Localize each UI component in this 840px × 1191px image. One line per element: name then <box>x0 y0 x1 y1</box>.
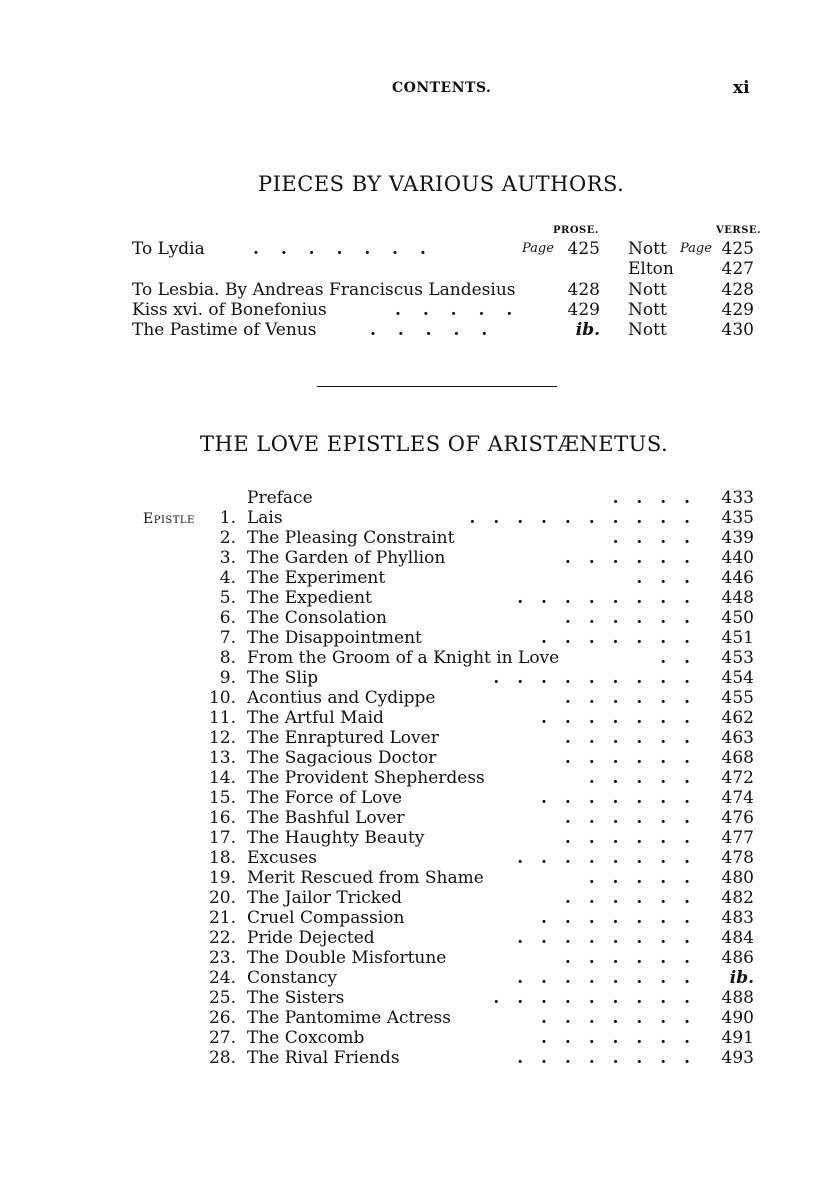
leader-dots: . . . . . . <box>564 948 690 968</box>
leader-dots: . . . . . . <box>564 748 690 768</box>
epistle-page: 491 <box>721 1028 754 1048</box>
section-divider-rule <box>317 386 557 387</box>
epistle-title: The Haughty Beauty <box>247 828 425 848</box>
epistle-number: 22. <box>208 928 236 948</box>
leader-dots: . . . . . <box>395 300 513 320</box>
verse-column-header: VERSE. <box>716 225 762 236</box>
epistle-page: 451 <box>721 628 754 648</box>
epistle-page: 455 <box>721 688 754 708</box>
epistle-page: 439 <box>721 528 754 548</box>
leader-dots: . . . . . . . . . <box>493 668 690 688</box>
epistle-page: 484 <box>721 928 754 948</box>
epistle-page: 486 <box>721 948 754 968</box>
epistle-label-text: Epistle <box>143 511 195 527</box>
epistle-number: 6. <box>219 608 236 628</box>
leader-dots: . . . . . . <box>564 548 690 568</box>
epistle-title: The Jailor Tricked <box>247 888 403 908</box>
translator-name: Nott <box>628 280 667 300</box>
verse-page: 428 <box>721 280 754 300</box>
epistle-title: Lais <box>247 508 283 528</box>
epistle-number: 8. <box>219 648 236 668</box>
epistle-page: 488 <box>721 988 754 1008</box>
leader-dots: . . . <box>636 568 690 588</box>
epistle-number: 4. <box>219 568 236 588</box>
verse-page: 427 <box>721 259 754 279</box>
epistle-title: Acontius and Cydippe <box>247 688 436 708</box>
leader-dots: . . . . . . . <box>541 1008 690 1028</box>
leader-dots: . . . . . . . . . . <box>469 508 690 528</box>
prose-page: 428 <box>567 280 600 300</box>
epistle-number: 19. <box>208 868 236 888</box>
epistle-page: 482 <box>721 888 754 908</box>
verse-page: 425 <box>721 239 754 259</box>
epistle-number: 17. <box>208 828 236 848</box>
leader-dots: . . . . . . <box>564 808 690 828</box>
epistle-number: 12. <box>208 728 236 748</box>
prose-page: 425 <box>567 239 600 259</box>
epistle-number: 2. <box>219 528 236 548</box>
leader-dots: . . . . . . . . <box>517 588 690 608</box>
epistle-page: 453 <box>721 648 754 668</box>
epistle-title: The Disappointment <box>247 628 422 648</box>
epistle-number: 18. <box>208 848 236 868</box>
prose-page <box>560 259 600 279</box>
epistle-title: The Pleasing Constraint <box>247 528 455 548</box>
epistle-title: From the Groom of a Knight in Love <box>247 648 560 668</box>
epistle-title: The Bashful Lover <box>247 808 405 828</box>
epistle-title: The Enraptured Lover <box>247 728 439 748</box>
epistle-title: Cruel Compassion <box>247 908 405 928</box>
epistle-page: 440 <box>721 548 754 568</box>
epistle-title: The Double Misfortune <box>247 948 447 968</box>
leader-dots: . . . . . . . <box>541 788 690 808</box>
leader-dots: . . . . . . <box>564 728 690 748</box>
epistle-title: Excuses <box>247 848 317 868</box>
epistle-number: 13. <box>208 748 236 768</box>
leader-dots: . . . . . . . . <box>517 968 690 988</box>
epistle-title: Constancy <box>247 968 337 988</box>
epistle-number: 24. <box>208 968 236 988</box>
leader-dots: . . . . . . <box>564 828 690 848</box>
epistle-title: Pride Dejected <box>247 928 375 948</box>
leader-dots: . . . . . . <box>564 888 690 908</box>
entry-title: Kiss xvi. of Bonefonius <box>132 300 327 320</box>
epistle-label <box>143 509 195 529</box>
epistle-number: 28. <box>208 1048 236 1068</box>
prose-page: ib. <box>575 320 600 340</box>
epistle-number: 7. <box>219 628 236 648</box>
epistle-page: 448 <box>721 588 754 608</box>
epistle-title: The Sisters <box>247 988 345 1008</box>
leader-dots: . . . . . . . . <box>517 848 690 868</box>
leader-dots: . . <box>660 648 690 668</box>
verse-page: 429 <box>721 300 754 320</box>
epistle-page: 472 <box>721 768 754 788</box>
epistle-title: Preface <box>247 488 313 508</box>
page-label: Page <box>522 241 554 256</box>
epistle-title: The Expedient <box>247 588 372 608</box>
epistle-page: 493 <box>721 1048 754 1068</box>
epistle-title: The Artful Maid <box>247 708 384 728</box>
epistle-page: 462 <box>721 708 754 728</box>
epistle-page: 463 <box>721 728 754 748</box>
prose-column-header: PROSE. <box>553 225 599 236</box>
epistle-title: The Rival Friends <box>247 1048 400 1068</box>
translator-name: Nott <box>628 300 667 320</box>
leader-dots: . . . . . . <box>564 608 690 628</box>
epistle-page: 446 <box>721 568 754 588</box>
epistle-number: 20. <box>208 888 236 908</box>
epistle-number: 23. <box>208 948 236 968</box>
verse-page: 430 <box>721 320 754 340</box>
leader-dots: . . . . . . . <box>253 239 426 259</box>
epistle-page: 474 <box>721 788 754 808</box>
epistle-number: 14. <box>208 768 236 788</box>
running-head: CONTENTS. <box>392 80 492 96</box>
leader-dots: . . . . . . . <box>541 628 690 648</box>
epistle-page: 483 <box>721 908 754 928</box>
section-title-aristaenetus: THE LOVE EPISTLES OF ARISTÆNETUS. <box>200 432 669 456</box>
leader-dots: . . . . . . . <box>541 708 690 728</box>
prose-page: 429 <box>567 300 600 320</box>
leader-dots: . . . . . <box>588 868 690 888</box>
epistle-title: The Coxcomb <box>247 1028 365 1048</box>
leader-dots: . . . . . <box>370 320 488 340</box>
leader-dots: . . . . . . . . . <box>493 988 690 1008</box>
epistle-page: 454 <box>721 668 754 688</box>
epistle-number: 9. <box>219 668 236 688</box>
epistle-page: 477 <box>721 828 754 848</box>
leader-dots: . . . . . . . . <box>517 1048 690 1068</box>
epistle-page: 480 <box>721 868 754 888</box>
page-label: Page <box>680 241 712 256</box>
epistle-number: 3. <box>219 548 236 568</box>
epistle-title: The Slip <box>247 668 319 688</box>
epistle-number: 10. <box>208 688 236 708</box>
epistle-title: The Sagacious Doctor <box>247 748 437 768</box>
translator-name: Elton <box>628 259 674 279</box>
epistle-title: The Provident Shepherdess <box>247 768 485 788</box>
epistle-page: 476 <box>721 808 754 828</box>
epistle-number: 21. <box>208 908 236 928</box>
epistle-number: 11. <box>208 708 236 728</box>
epistle-page: 435 <box>721 508 754 528</box>
epistle-page: 450 <box>721 608 754 628</box>
epistle-page: 433 <box>721 488 754 508</box>
epistle-number: 1. <box>219 508 236 528</box>
epistle-title: The Experiment <box>247 568 386 588</box>
epistle-page: 490 <box>721 1008 754 1028</box>
entry-title: To Lesbia. By Andreas Franciscus Landesius <box>132 280 516 300</box>
epistle-page: ib. <box>729 968 754 988</box>
leader-dots: . . . . . . <box>564 688 690 708</box>
epistle-number: 27. <box>208 1028 236 1048</box>
epistle-page: 478 <box>721 848 754 868</box>
epistle-number: 16. <box>208 808 236 828</box>
translator-name: Nott <box>628 239 667 259</box>
epistle-title: The Force of Love <box>247 788 403 808</box>
leader-dots: . . . . . . . <box>541 908 690 928</box>
leader-dots: . . . . . . . <box>541 1028 690 1048</box>
translator-name: Nott <box>628 320 667 340</box>
epistle-number: 25. <box>208 988 236 1008</box>
epistle-title: The Pantomime Actress <box>247 1008 451 1028</box>
leader-dots: . . . . . . . . <box>517 928 690 948</box>
epistle-number: 15. <box>208 788 236 808</box>
epistle-title: The Consolation <box>247 608 387 628</box>
entry-title: The Pastime of Venus <box>132 320 317 340</box>
leader-dots: . . . . <box>612 528 690 548</box>
epistle-title: Merit Rescued from Shame <box>247 868 484 888</box>
epistle-number: 26. <box>208 1008 236 1028</box>
epistle-title: The Garden of Phyllion <box>247 548 446 568</box>
page-number: xi <box>733 78 750 98</box>
leader-dots: . . . . <box>612 488 690 508</box>
epistle-page: 468 <box>721 748 754 768</box>
epistle-number: 5. <box>219 588 236 608</box>
section-title-various-authors: PIECES BY VARIOUS AUTHORS. <box>258 172 625 196</box>
entry-title: To Lydia <box>132 239 205 259</box>
leader-dots: . . . . . <box>588 768 690 788</box>
